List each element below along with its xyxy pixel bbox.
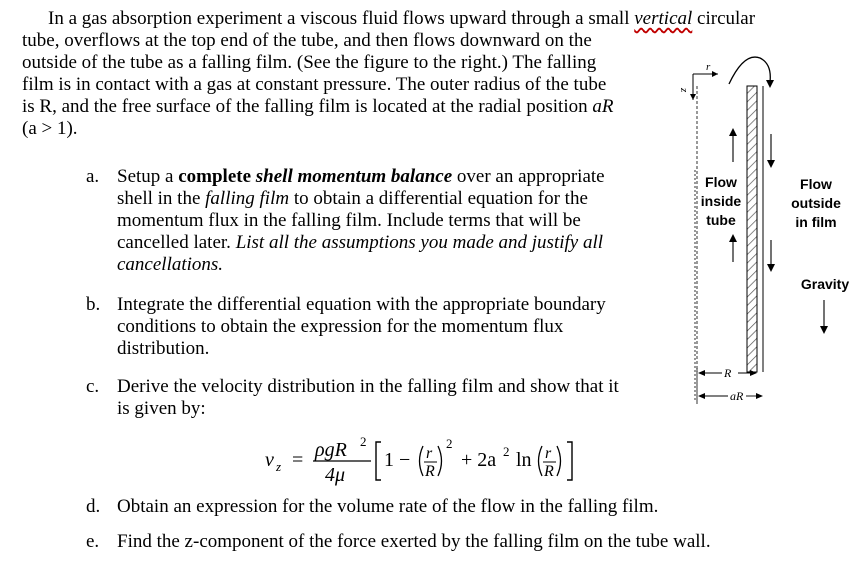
intro-line-1-text: In a gas absorption experiment a viscous fluid flows upward through a small	[48, 8, 635, 29]
qa-cancelled: cancelled later.	[117, 232, 236, 253]
qa-shell-in: shell in the	[117, 188, 206, 209]
qa-complete: complete	[178, 166, 252, 187]
question-e-text: Find the z-component of the force exerted by the falling film on the tube wall.	[117, 531, 711, 552]
qa-list-text: List all the assumptions you made and justify all	[235, 232, 604, 253]
intro-line-5-text: is R, and the free surface of the falling film is located at the radial position	[22, 96, 593, 117]
intro-line-6: (a > 1).	[22, 118, 78, 139]
flow-outside-label	[784, 175, 848, 232]
question-c-line-2: is given by:	[117, 398, 206, 419]
overflow-arrow	[729, 57, 770, 84]
r-axis-arrow	[712, 71, 718, 77]
down-arrowhead-1	[767, 160, 775, 168]
eq-paren-right-1	[438, 446, 442, 476]
gravity-arrowhead	[820, 326, 828, 334]
eq-r-1: r	[426, 445, 433, 462]
qa-shell-balance: shell momentum balance	[255, 166, 453, 187]
question-d-label: d.	[86, 496, 101, 517]
r-axis-label: r	[706, 61, 711, 73]
question-c-label: c.	[86, 376, 100, 397]
question-c-line-1: Derive the velocity distribution in the falling film and show that it	[117, 376, 619, 397]
question-a-line-1	[117, 166, 605, 188]
intro-line-1-tail: circular	[692, 8, 756, 29]
eq-num-sup: 2	[360, 434, 367, 449]
tube-wall	[747, 86, 757, 372]
question-d-text: Obtain an expression for the volume rate of the flow in the falling film.	[117, 496, 659, 517]
question-a-line-2	[117, 188, 605, 210]
flow-inside-line-3: tube	[706, 212, 736, 228]
R-dim-arrow-right	[750, 370, 757, 376]
velocity-equation-svg	[263, 430, 593, 488]
up-arrowhead-2	[729, 234, 737, 242]
question-b-line-1: Integrate the differential equation with the appropriate boundary	[117, 294, 606, 315]
eq-paren-left-1	[420, 446, 424, 476]
question-b-line-3: distribution.	[117, 338, 210, 359]
eq-paren-left-2	[539, 446, 543, 476]
qa-after-film: to obtain a differential equation for the	[289, 188, 588, 209]
intro-line-5	[22, 96, 613, 118]
qa-after-balance: over an appropriate	[452, 166, 605, 187]
eq-bracket-right	[567, 442, 572, 480]
eq-numerator: ρgR	[315, 439, 347, 461]
question-a-line-5	[117, 254, 605, 276]
question-e-label: e.	[86, 531, 100, 552]
aR-dim-arrow-left	[698, 393, 705, 399]
flow-outside-line-2: outside	[791, 195, 841, 211]
down-arrowhead-2	[767, 264, 775, 272]
eq-paren-right-2	[557, 446, 561, 476]
flow-inside-line-2: inside	[700, 193, 742, 209]
eq-one-minus: 1 −	[384, 449, 411, 471]
flow-inside-label	[698, 173, 744, 230]
eq-ln: ln	[516, 449, 532, 471]
eq-equals: =	[292, 449, 304, 471]
question-b-line-2: conditions to obtain the expression for the momentum flux	[117, 316, 564, 337]
eq-plus-2a: + 2a	[461, 449, 497, 471]
velocity-equation	[263, 430, 593, 494]
R-dim-label: R	[724, 366, 732, 380]
qa-setup: Setup a	[117, 166, 179, 187]
flow-outside-line-3: in film	[795, 214, 837, 230]
eq-lhs: v	[265, 449, 274, 471]
intro-line-1	[48, 8, 755, 30]
eq-denominator: 4μ	[325, 464, 346, 486]
up-arrowhead-1	[729, 128, 737, 136]
flow-outside-line-1: Flow	[800, 176, 832, 192]
qa-falling-film: falling film	[205, 188, 290, 209]
eq-lhs-sub: z	[276, 459, 282, 474]
intro-line-2: tube, overflows at the top end of the tube, and then flows downward on the	[22, 30, 592, 51]
z-axis-label: z	[678, 88, 690, 93]
z-axis-arrow	[690, 94, 696, 100]
gravity-label: Gravity	[800, 276, 850, 292]
aR-dim-label: aR	[730, 389, 744, 403]
eq-sq: 2	[446, 436, 453, 451]
aR-dim-arrow-right	[756, 393, 763, 399]
qa-cancellations: cancellations.	[117, 254, 224, 275]
eq-r-2: r	[545, 445, 552, 462]
intro-line-3: outside of the tube as a falling film. (See the figure to the right.) The falling	[22, 52, 597, 73]
eq-R-2: R	[544, 463, 554, 480]
question-a-label: a.	[86, 166, 100, 187]
vertical-word: vertical	[634, 8, 693, 29]
intro-aR: aR	[592, 96, 614, 117]
eq-a-sup: 2	[503, 444, 510, 459]
flow-inside-line-1: Flow	[705, 174, 737, 190]
question-a-line-3: momentum flux in the falling film. Include terms that will be	[117, 210, 581, 231]
R-dim-arrow-left	[698, 370, 705, 376]
overflow-arrowhead	[766, 80, 774, 88]
eq-R-1: R	[425, 463, 435, 480]
question-a-line-4	[117, 232, 605, 254]
intro-line-4: film is in contact with a gas at constant pressure. The outer radius of the tube	[22, 74, 607, 95]
eq-bracket-left	[376, 442, 381, 480]
question-b-label: b.	[86, 294, 101, 315]
